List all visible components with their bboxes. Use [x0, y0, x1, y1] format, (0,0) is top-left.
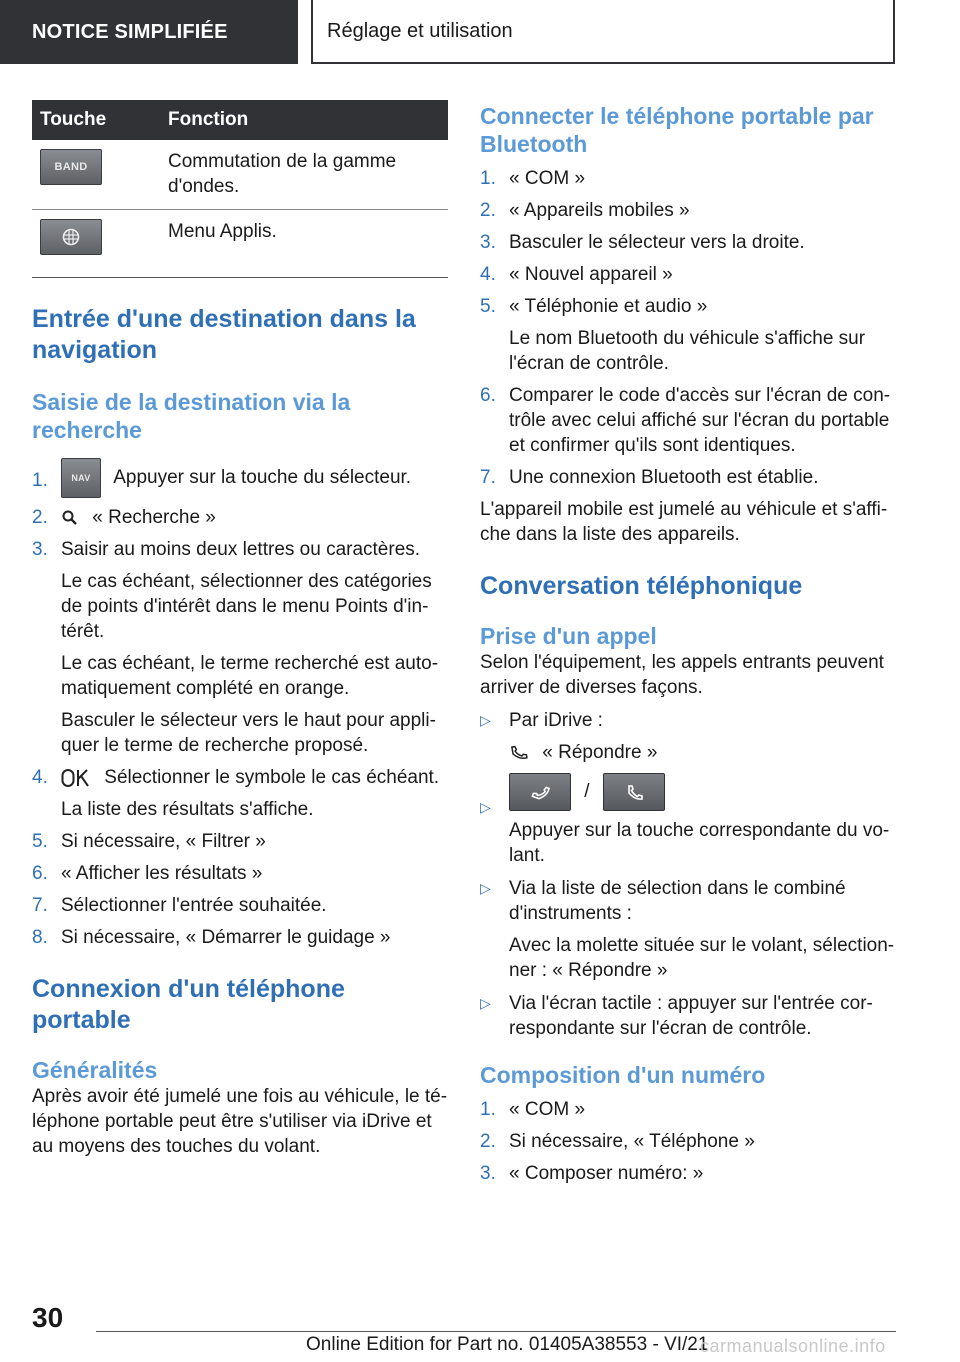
heading-receive-call: Prise d'un appel	[480, 623, 657, 649]
receive-paragraph: Selon l'équipement, les appels entrants peuvent arriver de diverses façons.	[480, 652, 884, 698]
separator-slash: /	[584, 781, 590, 803]
table-cell-function: Commutation de la gamme d'ondes.	[168, 140, 448, 210]
table-cell-function: Menu Applis.	[168, 210, 448, 278]
list-item: 4. « Nouvel appareil »	[480, 264, 673, 285]
dial-steps	[480, 1097, 896, 1186]
chapter-title: Réglage et utilisation	[327, 19, 513, 42]
list-item: 1. « COM »	[480, 1099, 586, 1120]
magnifier-icon	[61, 509, 79, 527]
heading-dial: Composition d'un numéro	[480, 1062, 766, 1088]
table-row	[32, 140, 448, 210]
list-item: 1. NAV Appuyer sur la touche du sélecteur.	[32, 452, 448, 498]
heading-bluetooth: Connecter le téléphone portable par Bluetooth	[480, 103, 874, 157]
list-item: 3. « Composer numéro: »	[480, 1163, 704, 1184]
right-column	[480, 100, 896, 1193]
list-item: 6. Comparer le code d'accès sur l'écran de contrôle avec celui affiché sur l'écran du portable et confirmer qu'ils sont identiques.	[480, 385, 891, 456]
end-call-key-icon	[603, 773, 665, 811]
list-item: 5. Si nécessaire, « Filtrer »	[32, 831, 266, 852]
bluetooth-paragraph: L'appareil mobile est jumelé au véhicule et s'affiche dans la liste des appareils.	[480, 499, 888, 545]
triangle-bullet-icon: ▷	[480, 712, 491, 728]
list-item: ▷ / Appuyer sur la touche correspondante du volant.	[480, 773, 896, 868]
accept-call-key-icon	[509, 773, 571, 811]
list-item: 6. « Afficher les résultats »	[32, 863, 263, 884]
footer-edition: Online Edition for Part no. 01405A38553 - VI/21	[306, 1334, 709, 1355]
list-item: 3. Saisir au moins deux lettres ou caractères. Le cas échéant, sélectionner des catégories de points d'intérêt dans le menu Points d'intérêt. Le cas échéant, le terme recherché est automatiquement complété en orange. Basculer le sélecteur vers le haut pour appliquer le terme de recherche proposé.	[32, 539, 439, 756]
receive-options	[480, 708, 896, 1041]
table-header-function: Fonction	[168, 100, 448, 140]
list-item: 7. Sélectionner l'entrée souhaitée.	[32, 895, 327, 916]
list-item: 1. « COM »	[480, 168, 586, 189]
list-item: 7. Une connexion Bluetooth est établie.	[480, 467, 819, 488]
ok-symbol-icon	[61, 768, 91, 788]
list-item: ▷ Par iDrive : « Répondre »	[480, 710, 658, 763]
table-header	[32, 100, 448, 140]
bluetooth-steps	[480, 166, 896, 490]
chapter-tab	[311, 0, 895, 64]
triangle-bullet-icon: ▷	[480, 880, 491, 896]
band-key-icon: BAND	[40, 149, 102, 185]
phone-icon	[509, 743, 529, 763]
footer-divider	[96, 1331, 896, 1332]
left-column	[32, 100, 448, 1159]
key-function-table	[32, 100, 448, 278]
list-item: ▷ Via l'écran tactile : appuyer sur l'entrée correspondante sur l'écran de contrôle.	[480, 993, 873, 1039]
list-item: ▷ Via la liste de sélection dans le combiné d'instruments : Avec la molette située sur le volant, sélectionner : « Répondre »	[480, 878, 895, 981]
list-item: 8. Si nécessaire, « Démarrer le guidage »	[32, 927, 391, 948]
heading-phone-connection: Connexion d'un téléphone portable	[32, 975, 345, 1034]
heading-general: Généralités	[32, 1057, 158, 1083]
triangle-bullet-icon: ▷	[480, 799, 491, 815]
triangle-bullet-icon: ▷	[480, 995, 491, 1011]
table-row	[32, 210, 448, 278]
nav-key-icon: NAV	[61, 458, 101, 498]
list-item: 2. « Recherche »	[32, 507, 216, 528]
watermark-text: carmanualsonline.info	[700, 1336, 886, 1356]
list-item: 2. Si nécessaire, « Téléphone »	[480, 1131, 755, 1152]
page-number: 30	[32, 1302, 64, 1333]
heading-call: Conversation téléphonique	[480, 572, 803, 600]
list-item: 2. « Appareils mobiles »	[480, 200, 690, 221]
section-title: NOTICE SIMPLIFIÉE	[32, 20, 228, 43]
general-paragraph: Après avoir été jumelé une fois au véhicule, le téléphone portable peut être s'utiliser via iDrive et au moyens des touches du volant.	[32, 1086, 448, 1157]
table-header-key: Touche	[32, 100, 168, 140]
apps-key-icon	[40, 219, 102, 255]
list-item: 3. Basculer le sélecteur vers la droite.	[480, 232, 805, 253]
search-steps	[32, 452, 448, 950]
heading-search: Saisie de la destination via la recherche	[32, 389, 351, 443]
section-tab	[0, 0, 298, 64]
list-item: 5. « Téléphonie et audio » Le nom Bluetooth du véhicule s'affiche sur l'écran de contrôle.	[480, 296, 866, 374]
list-item: 4. Sélectionner le symbole le cas échéant. La liste des résultats s'affiche.	[32, 767, 440, 820]
heading-destination: Entrée d'une destination dans la navigation	[32, 305, 416, 364]
